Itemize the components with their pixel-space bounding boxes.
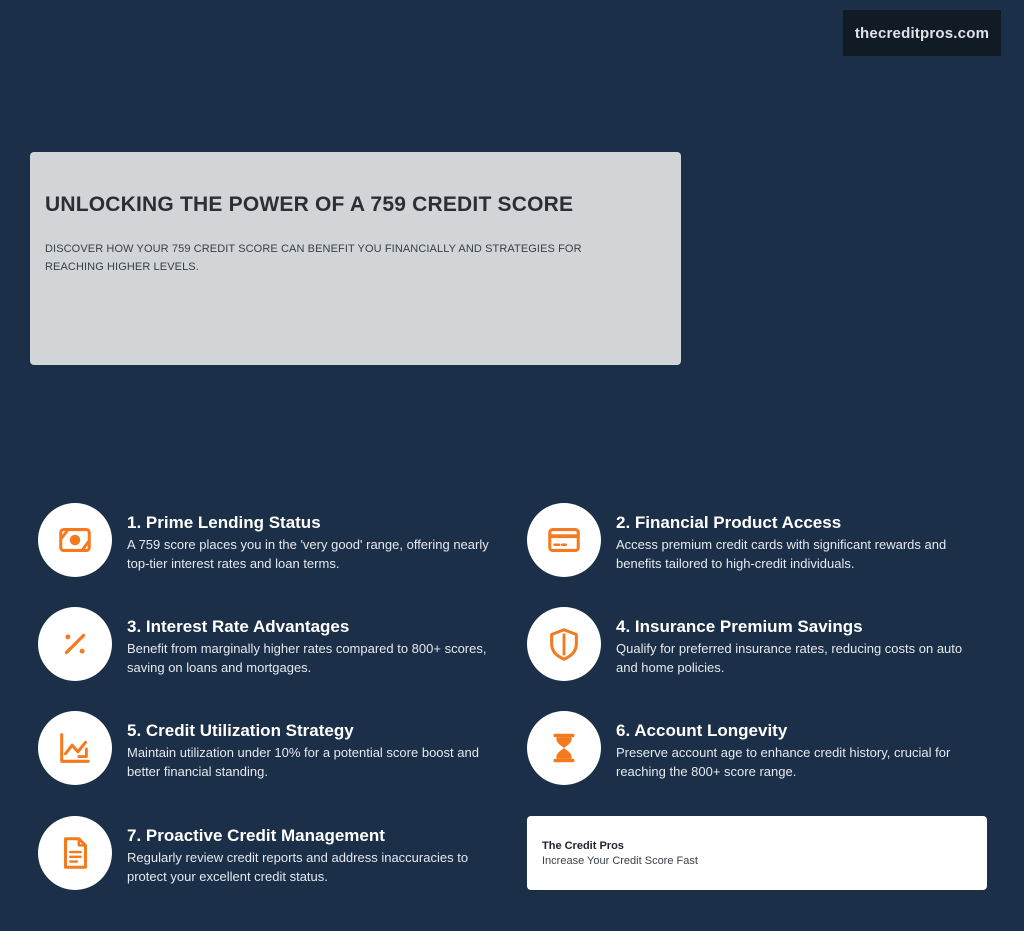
feature-description: Qualify for preferred insurance rates, reducing costs on auto and home policies.	[616, 641, 963, 675]
document-icon	[56, 834, 94, 872]
hero-banner	[30, 152, 681, 365]
feature-description: A 759 score places you in the 'very good' range, offering nearly top-tier interest rates and loan terms.	[127, 537, 489, 571]
feature-title: 5. Credit Utilization Strategy	[127, 721, 354, 740]
feature-title: 2. Financial Product Access	[616, 513, 842, 532]
feature-icon-circle	[527, 711, 601, 785]
feature-icon-circle	[38, 503, 112, 577]
brand-badge[interactable]	[843, 10, 1001, 56]
percent-icon	[56, 625, 94, 663]
promo-title: The Credit Pros	[542, 840, 624, 852]
feature-item	[38, 711, 498, 785]
feature-title: 7. Proactive Credit Management	[127, 826, 385, 845]
feature-item	[527, 711, 987, 785]
feature-description: Regularly review credit reports and address inaccuracies to protect your excellent credit status.	[127, 850, 469, 884]
feature-description: Access premium credit cards with significant rewards and benefits tailored to high-credit individuals.	[616, 537, 947, 571]
feature-item	[527, 503, 987, 577]
brand-label: thecreditpros.com	[854, 24, 990, 42]
feature-item	[38, 503, 498, 577]
hero-subtitle: DISCOVER HOW YOUR 759 CREDIT SCORE CAN BENEFIT YOU FINANCIALLY AND STRATEGIES FOR REACHING HIGHER LEVELS.	[45, 243, 582, 273]
feature-icon-circle	[38, 711, 112, 785]
hourglass-icon	[545, 729, 583, 767]
feature-description: Preserve account age to enhance credit history, crucial for reaching the 800+ score range.	[616, 745, 951, 779]
credit-card-icon	[545, 521, 583, 559]
promo-card[interactable]	[527, 816, 987, 890]
money-icon	[56, 521, 94, 559]
feature-title: 4. Insurance Premium Savings	[616, 617, 863, 636]
feature-icon-circle	[527, 503, 601, 577]
shield-icon	[545, 625, 583, 663]
chart-icon	[56, 729, 94, 767]
feature-description: Maintain utilization under 10% for a potential score boost and better financial standing.	[127, 745, 479, 779]
feature-item	[38, 816, 508, 890]
feature-title: 1. Prime Lending Status	[127, 513, 321, 532]
feature-icon-circle	[38, 607, 112, 681]
feature-item	[527, 607, 987, 681]
feature-item	[38, 607, 498, 681]
hero-title: UNLOCKING THE POWER OF A 759 CREDIT SCORE	[45, 193, 574, 216]
feature-icon-circle	[527, 607, 601, 681]
feature-icon-circle	[38, 816, 112, 890]
promo-subtitle: Increase Your Credit Score Fast	[542, 855, 698, 867]
feature-title: 3. Interest Rate Advantages	[127, 617, 350, 636]
feature-description: Benefit from marginally higher rates compared to 800+ scores, saving on loans and mortgages.	[127, 641, 487, 675]
feature-title: 6. Account Longevity	[616, 721, 788, 740]
